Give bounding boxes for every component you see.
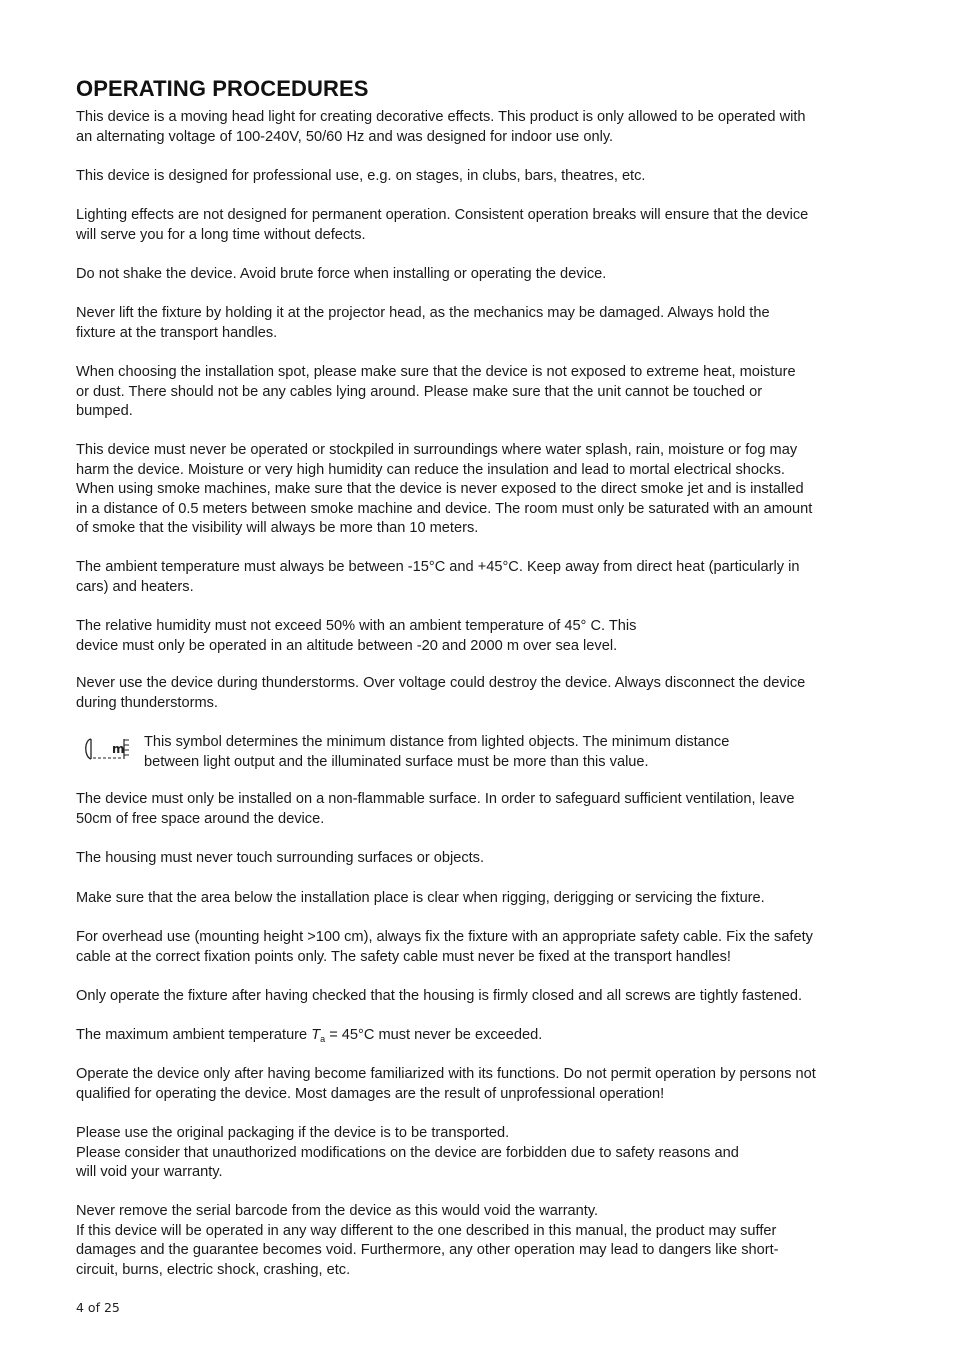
paragraph-area-below: Make sure that the area below the installation place is clear when rigging, derigging or servicing the fixture. [76,890,765,906]
paragraph-installation-spot: When choosing the installation spot, please make sure that the device is not exposed to extreme heat, moisture or dust. There should not be any cables lying around. Please make sure that the unit cannot be touched or bumped. [76,364,796,419]
paragraph-safety-cable: For overhead use (mounting height >100 cm), always fix the fixture with an appropriate safety cable. Fix the safety cable at the correct fixation points only. The safety cable must never be fixed at the transport handles! [76,929,813,965]
page-number: 4 of 25 [76,1300,120,1315]
paragraph-lifting: Never lift the fixture by holding it at the projector head, as the mechanics may be damaged. Always hold the fixture at the transport handles. [76,305,770,341]
paragraph-symbol-description: This symbol determines the minimum distance from lighted objects. The minimum distance between light output and the illuminated surface must be more than this value. [144,734,730,770]
paragraph-intended-use: This device is a moving head light for creating decorative effects. This product is only allowed to be operated with an alternating voltage of 100-240V, 50/60 Hz and was designed for indoor use only. [76,109,806,145]
max-temp-symbol: T [311,1027,321,1043]
paragraph-housing-closed: Only operate the fixture after having checked that the housing is firmly closed and all screws are tightly fastened. [76,988,803,1004]
paragraph-brute-force: Do not shake the device. Avoid brute force when installing or operating the device. [76,266,607,282]
paragraph-non-flammable: The device must only be installed on a non-flammable surface. In order to safeguard sufficient ventilation, leave 50cm of free space around the device. [76,791,795,827]
paragraph-humidity-altitude: The relative humidity must not exceed 50% with an ambient temperature of 45° C. This device must only be operated in an altitude between -20 and 2000 m over sea level. [76,618,637,654]
paragraph-moisture-smoke: This device must never be operated or stockpiled in surroundings where water splash, rain, moisture or fog may harm the device. Moisture or very high humidity can reduce the insulation and lead to mortal electrical shocks. When using smoke machines, make sure that the device is never exposed to the direct smoke jet and is installed in a distance of 0.5 meters between smoke machine and device. The room must only be saturated with an amount of smoke that the visibility will always be more than 10 meters. [76,442,813,536]
minimum-distance-icon [80,737,132,765]
paragraph-professional-use: This device is designed for professional use, e.g. on stages, in clubs, bars, theatres, etc. [76,168,646,184]
paragraph-permanent-operation: Lighting effects are not designed for permanent operation. Consistent operation breaks will ensure that the device will serve you for a long time without defects. [76,207,809,243]
paragraph-serial-barcode: Never remove the serial barcode from the device as this would void the warranty. If this device will be operated in any way different to the one described in this manual, the product may suffer damages and the guarantee becomes void. Furthermore, any other operation may lead to dangers like short- circuit, burns, electric shock, crashing, etc. [76,1203,779,1278]
paragraph-thunderstorms: Never use the device during thunderstorms. Over voltage could destroy the device. Always disconnect the device during thunderstorms. [76,675,806,711]
max-temp-subscript: a [320,1034,326,1044]
paragraph-housing: The housing must never touch surrounding surfaces or objects. [76,850,485,866]
paragraph-familiarized: Operate the device only after having become familiarized with its functions. Do not permit operation by persons not qualified for operating the device. Most damages are the result of unprofessional operation! [76,1066,816,1102]
svg-text:m: m [112,742,125,756]
paragraph-max-temperature [76,1026,542,1050]
minimum-distance-row [80,733,880,773]
paragraph-packaging: Please use the original packaging if the device is to be transported. Please consider that unauthorized modifications on the device are forbidden due to safety reasons and will void your warranty. [76,1125,739,1180]
page-title: OPERATING PROCEDURES [76,76,369,101]
paragraph-ambient-temperature: The ambient temperature must always be between -15°C and +45°C. Keep away from direct heat (particularly in cars) and heaters. [76,559,800,595]
max-temp-suffix: = 45°C must never be exceeded. [325,1027,543,1043]
max-temp-prefix: The maximum ambient temperature [76,1027,312,1043]
